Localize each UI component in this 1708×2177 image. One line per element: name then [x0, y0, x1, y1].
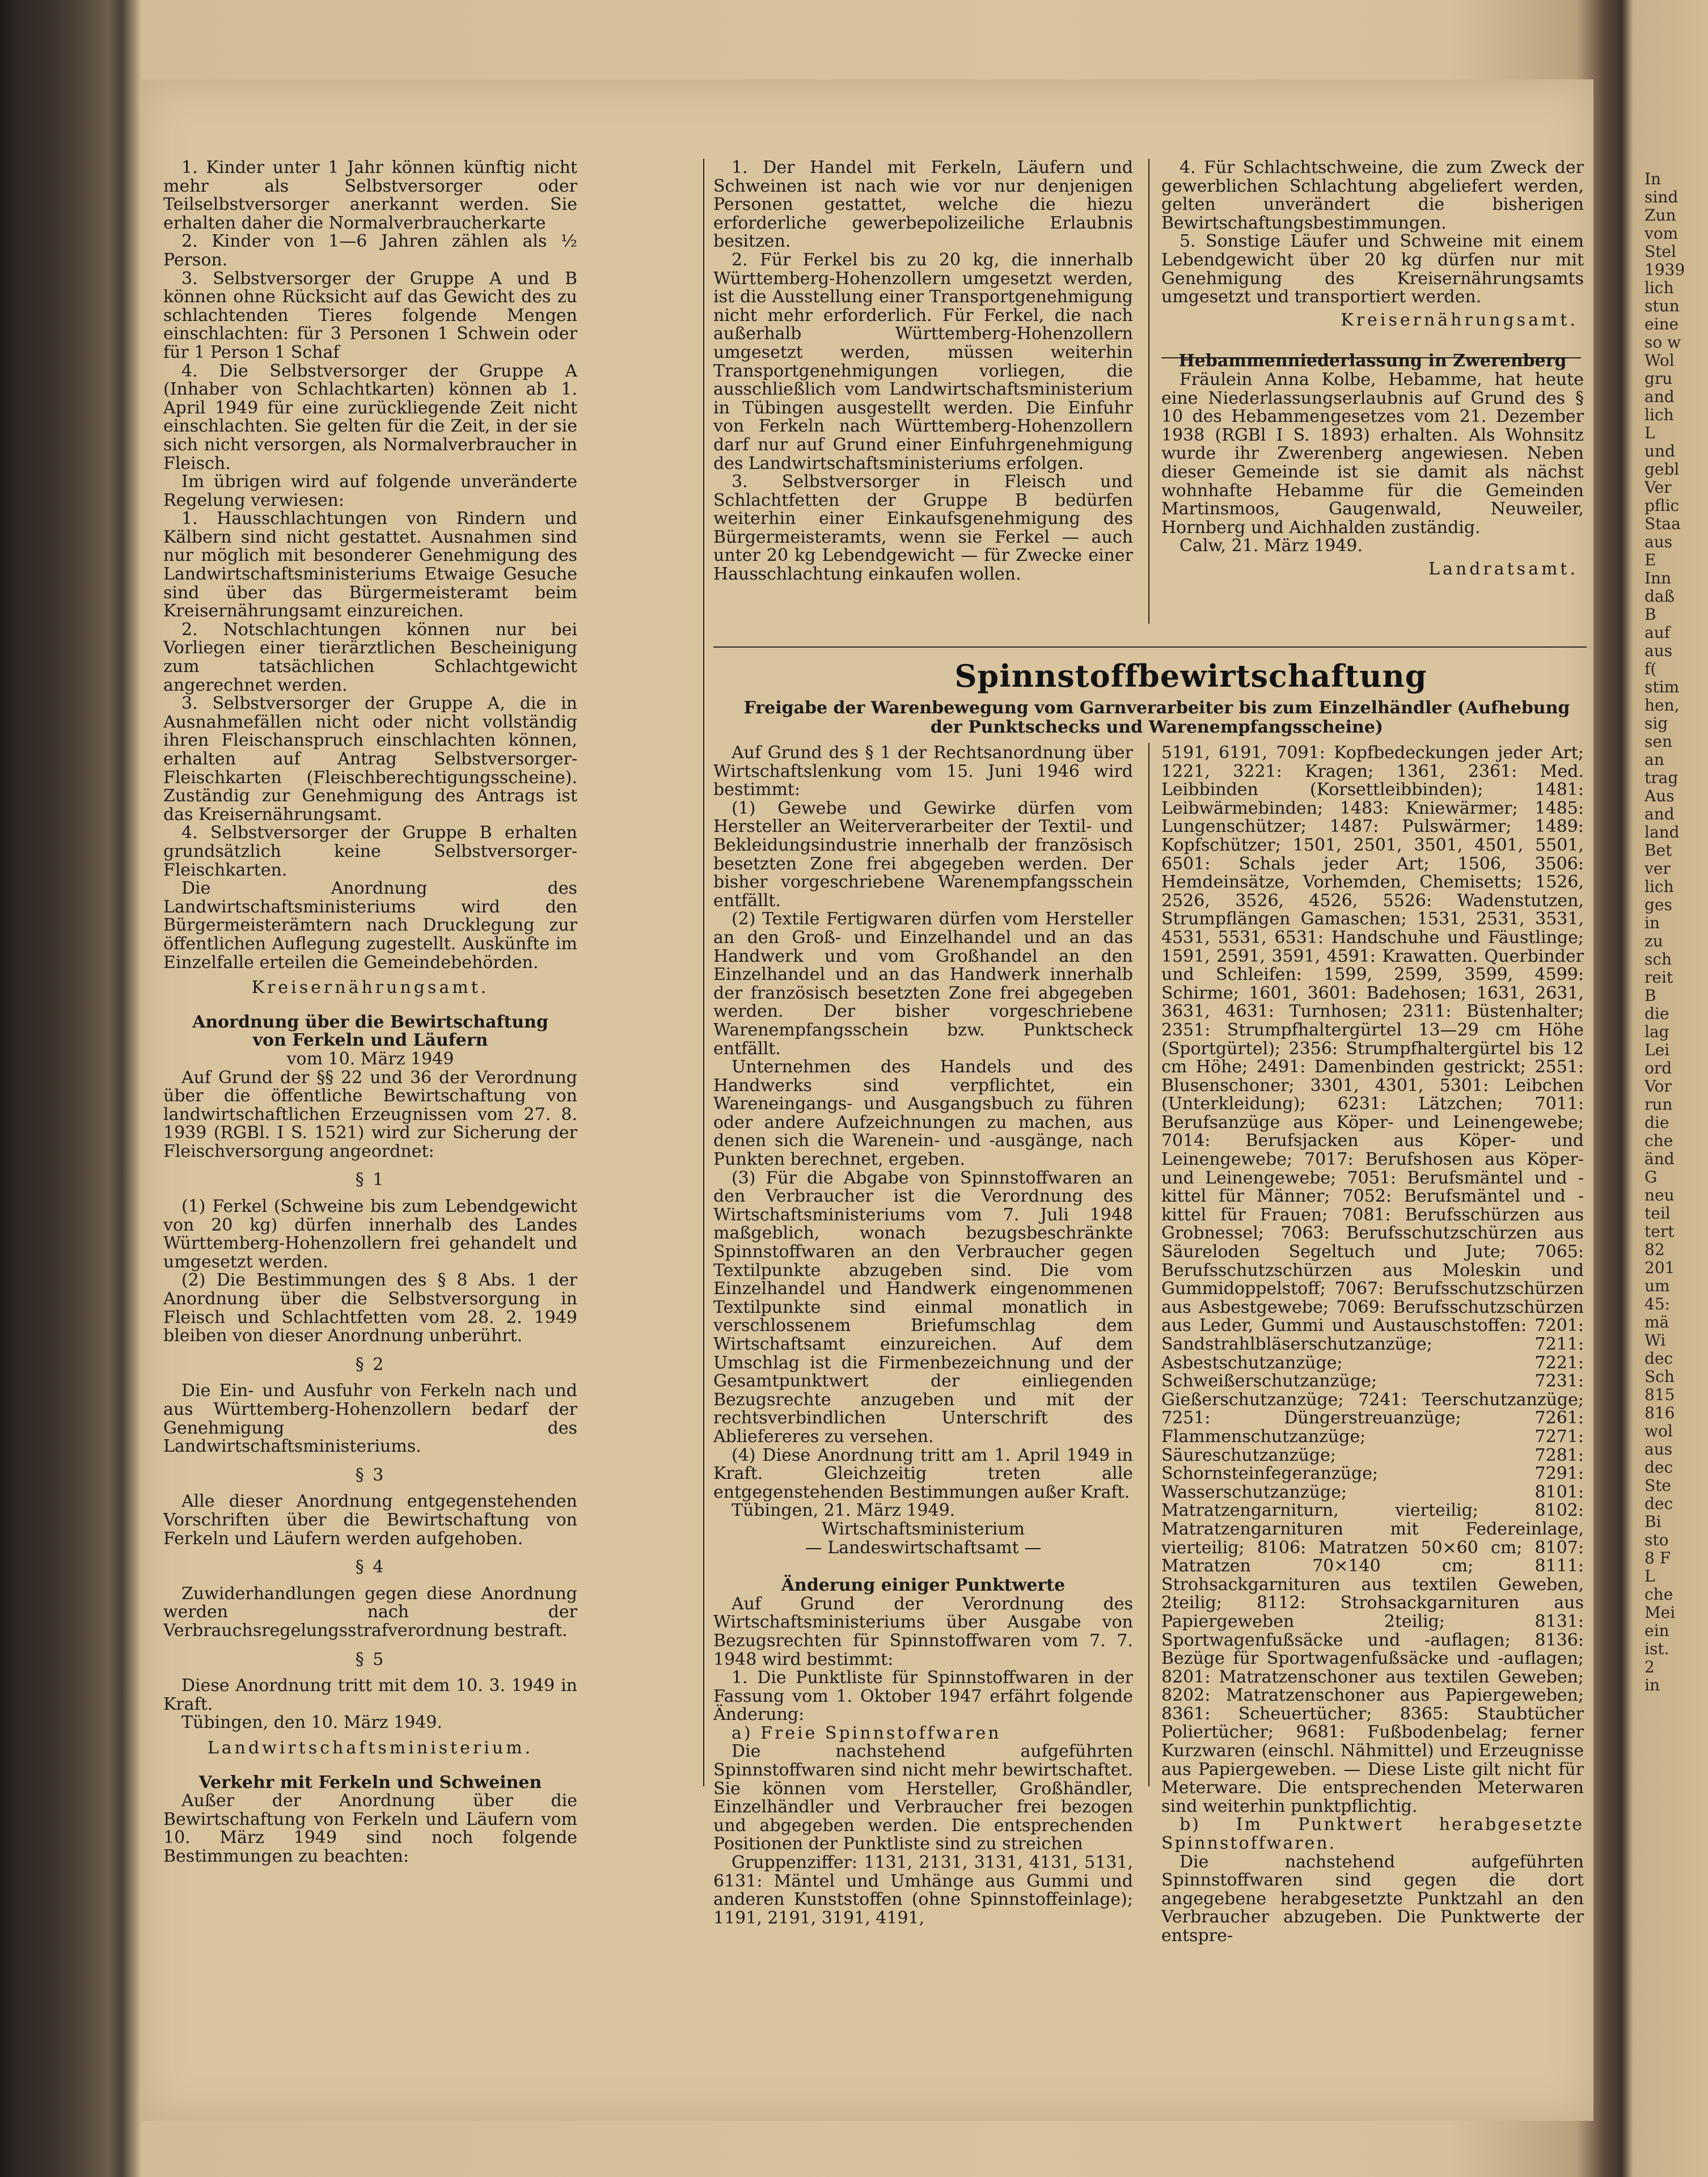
paragraph: 1. Der Handel mit Ferkeln, Läufern und Schweinen ist nach wie vor nur denjenigen Personen gestattet, welche die hiezu erforderliche gewerbepolizeiliche Erlaubnis besitzen. [713, 158, 1133, 252]
adjacent-page-line: and [1644, 387, 1675, 406]
adjacent-page-line: 201 [1644, 1258, 1675, 1277]
adjacent-page-line: E [1644, 551, 1656, 569]
adjacent-page-line: 45: [1644, 1295, 1671, 1313]
adjacent-page-line: 82 [1644, 1240, 1665, 1259]
adjacent-page-line: pflic [1644, 496, 1680, 515]
adjacent-page-line: stun [1644, 297, 1680, 315]
paragraph: Auf Grund der §§ 22 und 36 der Verordnung über die öffentliche Bewirtschaftung von landwirtschaftlichen Erzeugnissen vom 27. 8. 1939 (RGBl. I S. 1521) wird zur Sicherung der Fleischversorgung angeordnet: [163, 1067, 577, 1161]
column-1 [163, 159, 577, 1866]
adjacent-page-line: 8 F [1644, 1549, 1671, 1567]
paragraph: 1. Kinder unter 1 Jahr können künftig nicht mehr als Selbstversorger oder Teilselbstversorger anerkannt werden. Sie erhalten daher die Normalverbraucherkarte [163, 158, 577, 233]
adjacent-page-line: f( [1644, 660, 1657, 678]
adjacent-page-line: Wi [1644, 1331, 1666, 1350]
column-rule [1148, 743, 1149, 1786]
signature-authority: Kreisernährungsamt. [1341, 310, 1578, 330]
adjacent-page-line: land [1644, 823, 1680, 842]
signature-authority: Landwirtschaftsministerium. [207, 1738, 534, 1758]
paragraph: (1) Ferkel (Schweine bis zum Lebendgewicht von 20 kg) dürfen innerhalb des Landes Württemberg-Hohenzollern frei gehandelt und umgesetzt werden. [163, 1197, 577, 1272]
adjacent-page-line: Staa [1644, 514, 1681, 533]
paragraph: Auf Grund des § 1 der Rechtsanordnung über Wirtschaftslenkung vom 15. Juni 1946 wird bestimmt: [713, 743, 1133, 800]
paragraph: (1) Gewebe und Gewirke dürfen vom Hersteller an Weiterverarbeiter der Textil- und Bekleidungsindustrie innerhalb der französisch besetzten Zone frei abgegeben werden. Der bisher vorgeschriebene Warenempfangsschein entfällt. [713, 798, 1133, 911]
paragraph: 4. Selbstversorger der Gruppe B erhalten grundsätzlich keine Selbstversorger-Fleischkarten. [163, 823, 577, 880]
adjacent-page-line: aus [1644, 1440, 1673, 1459]
paragraph: Im übrigen wird auf folgende unveränderte Regelung verwiesen: [163, 472, 577, 510]
paragraph: Unternehmen des Handels und des Handwerks sind verpflichtet, ein Wareneingangs- und Ausgangsbuch zu führen oder andere Aufzeichnungen zu machen, aus denen sich die Warenein- und -ausgänge, nach Punkten berechnet, ergeben. [713, 1057, 1133, 1170]
paragraph-sign: § 5 [355, 1649, 386, 1669]
adjacent-page-line: Sch [1644, 1367, 1675, 1386]
adjacent-page-line: trag [1644, 768, 1679, 787]
article-title: Spinnstoffbewirtschaftung [954, 658, 1427, 694]
adjacent-page-line: run [1644, 1095, 1673, 1114]
adjacent-page-line: lich [1644, 877, 1674, 896]
paragraph: 3. Selbstversorger der Gruppe A und B können ohne Rücksicht auf das Gewicht des zu schlachtenden Tieres folgende Mengen einschlachten: für 3 Personen 1 Schwein oder für 1 Person 1 Schaf [163, 268, 577, 362]
adjacent-page-line: die [1644, 1004, 1669, 1023]
spinn-column-left [713, 744, 1133, 1927]
adjacent-page-line: so w [1644, 333, 1681, 352]
paragraph: Tübingen, den 10. März 1949. [181, 1713, 443, 1733]
adjacent-page-line: 2 [1644, 1658, 1655, 1676]
column-3 [1161, 159, 1584, 590]
adjacent-page-line: in [1644, 1676, 1660, 1694]
adjacent-page-line: ist. [1644, 1639, 1669, 1658]
adjacent-page-line: Wol [1644, 351, 1675, 370]
paragraph: 1. Hausschlachtungen von Rindern und Kälbern sind nicht gestattet. Ausnahmen sind nur möglich mit besonderer Genehmigung des Landwirtschaftsministeriums Etwaige Gesuche sind über das Bürgermeisteramt beim Kreisernährungsamt einzureichen. [163, 509, 577, 622]
adjacent-page-line: lich [1644, 405, 1674, 424]
paragraph: b) Im Punktwert herabgesetzte Spinnstoffwaren. [1161, 1815, 1584, 1854]
paragraph: 4. Für Schlachtschweine, die zum Zweck der gewerblichen Schlachtung abgeliefert werden, gelten unverändert die bisherigen Bewirtschaftungsbestimmungen. [1161, 158, 1584, 233]
paragraph: Gruppenziffer: 1131, 2131, 3131, 4131, 5131, 6131: Mäntel und Umhänge aus Gummi und anderen Kunststoffen (ohne Spinnstoffeinlage); 1191, 2191, 3191, 4191, [713, 1853, 1133, 1928]
paragraph: Die Anordnung des Landwirtschaftsministeriums wird den Bürgermeisterämtern nach Drucklegung zur öffentlichen Auflegung zugestellt. Auskünfte im Einzelfalle erteilen die Gemeindebehörden. [163, 878, 577, 973]
adjacent-page-line: Bet [1644, 841, 1672, 860]
adjacent-page-line: B [1644, 605, 1656, 624]
paragraph: 4. Die Selbstversorger der Gruppe A (Inhaber von Schlachtkarten) können ab 1. April 1949 für eine zurückliegende Zeit nicht einschlachten. Sie gelten für die Zeit, in der sie sich nicht versorgen, als Normalverbraucher in Fleisch. [163, 361, 577, 474]
adjacent-page-line: reit [1644, 968, 1673, 987]
adjacent-page-line: dec [1644, 1494, 1673, 1513]
adjacent-page-line: hen, [1644, 696, 1680, 715]
adjacent-page-line: gebl [1644, 460, 1680, 479]
paragraph: 3. Selbstversorger in Fleisch und Schlachtfetten der Gruppe B bedürfen weiterhin einer Einkaufsgenehmigung des Bürgermeisteramts, wenn sie Ferkel — auch unter 20 kg Lebendgewicht — für Zwecke einer Hausschlachtung einkaufen wollen. [713, 472, 1133, 585]
adjacent-page-line: Lei [1644, 1041, 1670, 1059]
paragraph: (3) Für die Abgabe von Spinnstoffwaren an den Verbraucher ist die Verordnung des Wirtschaftsministeriums vom 7. Juli 1948 maßgeblich, wonach bezugsbeschränkte Spinnstoffwaren an den Verbraucher gegen Textilpunkte abzugeben sind. Die vom Einzelhandel und Handwerk eingenommenen Textilpunkte sind einmal monatlich in verschlossenem Briefumschlag dem Wirtschaftsamt einzureichen. Auf dem Umschlag ist die Firmenbezeichnung und der Gesamtpunktwert der einliegenden Bezugsrechte anzugeben und mit der rechtsverbindlichen Unterschrift des Abliefereres zu versehen. [713, 1168, 1133, 1447]
adjacent-page-line: lich [1644, 278, 1674, 297]
adjacent-page-line: che [1644, 1131, 1673, 1150]
adjacent-page-line: L [1644, 424, 1655, 442]
section-heading: Verkehr mit Ferkeln und Schweinen [198, 1772, 542, 1793]
adjacent-page-line: In [1644, 170, 1662, 188]
signature-authority: — Landeswirtschaftsamt — [805, 1537, 1042, 1558]
adjacent-page-line: daß [1644, 587, 1675, 606]
paragraph: (2) Die Bestimmungen des § 8 Abs. 1 der Anordnung über die Selbstversorgung in Fleisch und Schlachtfetten vom 28. 2. 1949 bleiben von dieser Anordnung unberührt. [163, 1270, 577, 1346]
adjacent-page-fragment [1644, 170, 1708, 1694]
adjacent-page-line: und [1644, 442, 1675, 460]
paragraph: (4) Diese Anordnung tritt am 1. April 1949 in Kraft. Gleichzeitig treten alle entgegenstehenden Bestimmungen außer Kraft. [713, 1445, 1133, 1502]
paragraph: Auf Grund der Verordnung des Wirtschaftsministeriums über Ausgabe von Bezugsrechten für Spinnstoffwaren vom 7. 7. 1948 wird bestimmt: [713, 1593, 1133, 1669]
paragraph-sign: § 2 [355, 1354, 386, 1375]
adjacent-page-line: G [1644, 1168, 1658, 1186]
adjacent-page-line: sig [1644, 714, 1668, 733]
adjacent-page-line: Bi [1644, 1512, 1662, 1531]
adjacent-page-line: um [1644, 1276, 1670, 1295]
article-subtitle: Freigabe der Warenbewegung vom Garnverarbeiter bis zum Einzelhändler (Aufhebung der Punktschecks und Warenempfangsscheine) [743, 698, 1570, 737]
section-heading: Hebammenniederlassung in Zwerenberg [1178, 351, 1567, 371]
adjacent-page-line: aus [1644, 641, 1673, 660]
adjacent-page-line: 1939 [1644, 260, 1685, 279]
adjacent-page-line: lag [1644, 1022, 1669, 1041]
adjacent-page-line: Stel [1644, 242, 1676, 261]
adjacent-page-line: in [1644, 914, 1660, 932]
column-2 [713, 159, 1133, 584]
adjacent-page-line: änd [1644, 1149, 1675, 1168]
adjacent-page-line: ein [1644, 1621, 1669, 1640]
adjacent-page-line: mä [1644, 1313, 1669, 1331]
adjacent-page-line: auf [1644, 623, 1671, 642]
adjacent-page-line: stim [1644, 678, 1680, 696]
paragraph: 2. Kinder von 1—6 Jahren zählen als ½ Person. [163, 231, 577, 270]
adjacent-page-line: wol [1644, 1422, 1673, 1440]
section-heading: Änderung einiger Punktwerte [781, 1575, 1066, 1596]
horizontal-rule [713, 646, 1587, 648]
adjacent-page-line: ver [1644, 859, 1671, 878]
adjacent-page-line: vom [1644, 224, 1679, 243]
adjacent-page-line: B [1644, 986, 1656, 1005]
section-heading: Anordnung über die Bewirtschaftung [192, 1012, 548, 1032]
paragraph: a) Freie Spinnstoffwaren [732, 1723, 1001, 1743]
paragraph: 5. Sonstige Läufer und Schweine mit einem Lebendgewicht über 20 kg dürfen nur mit Genehmigung des Kreisernährungsamts umgesetzt und transportiert werden. [1161, 231, 1584, 307]
signature-authority: Kreisernährungsamt. [251, 978, 489, 998]
adjacent-page-line: sen [1644, 732, 1672, 751]
adjacent-page-line: Zun [1644, 206, 1676, 225]
section-heading: von Ferkeln und Läufern [252, 1030, 488, 1051]
paragraph: Alle dieser Anordnung entgegenstehenden Vorschriften über die Bewirtschaftung von Ferkeln und Läufern werden aufgehoben. [163, 1491, 577, 1549]
adjacent-page-line: Ste [1644, 1476, 1672, 1495]
paragraph: 3. Selbstversorger der Gruppe A, die in Ausnahmefällen nicht oder nicht vollständig ihren Fleischanspruch einschlachten können, erhalten auf Antrag Selbstversorger-Fleischkarten (Fleischberechtigungsscheine). Zuständig zur Genehmigung des Antrags ist das Kreisernährungsamt. [163, 694, 577, 825]
adjacent-page-line: Aus [1644, 787, 1675, 805]
paragraph: Die nachstehend aufgeführten Spinnstoffwaren sind gegen die dort angegebene herabgesetzte Punktzahl an den Verbraucher abzugeben. Die Punktwerte der entspre- [1161, 1851, 1584, 1946]
paragraph: Calw, 21. März 1949. [1179, 536, 1363, 556]
adjacent-page-line: sind [1644, 188, 1679, 206]
adjacent-page-line: Mei [1644, 1603, 1676, 1622]
adjacent-page-line: Inn [1644, 569, 1672, 587]
adjacent-page-line: neu [1644, 1186, 1675, 1204]
adjacent-page-line: sch [1644, 950, 1672, 969]
paragraph: Die Ein- und Ausfuhr von Ferkeln nach und aus Württemberg-Hohenzollern bedarf der Genehmigung des Landwirtschaftsministeriums. [163, 1381, 577, 1457]
paragraph: Zuwiderhandlungen gegen diese Anordnung werden nach der Verbrauchsregelungsstrafverordnung bestraft. [163, 1583, 577, 1641]
adjacent-page-line: 816 [1644, 1404, 1675, 1422]
paragraph-sign: § 1 [355, 1170, 386, 1190]
adjacent-page-line: an [1644, 750, 1664, 769]
paragraph: 2. Notschlachtungen können nur bei Vorliegen einer tierärztlichen Bescheinigung zum tatsächlichen Schlachtgewicht angerechnet werden. [163, 619, 577, 695]
adjacent-page-line: sto [1644, 1531, 1669, 1549]
adjacent-page-line: ges [1644, 895, 1672, 914]
section-date: vom 10. März 1949 [286, 1049, 454, 1069]
paragraph: 2. Für Ferkel bis zu 20 kg, die innerhalb Württemberg-Hohenzollern umgesetzt werden, ist die Ausstellung einer Transportgenehmigung nicht mehr erforderlich. Für Ferkel, die nach außerhalb Württemberg-Hohenzollern umgesetzt werden, müssen weiterhin Transportgenehmigungen vorliegen, die ausschließlich vom Landwirtschaftsministerium in Tübingen ausgestellt werden. Die Einfuhr von Ferkeln nach Württemberg-Hohenzollern darf nur auf Grund einer Einfuhrgenehmigung des Landwirtschaftsministeriums erfolgen. [713, 250, 1133, 474]
paragraph: (2) Textile Fertigwaren dürfen vom Hersteller an den Groß- und Einzelhandel und an das Handwerk und vom Großhandel an den Einzelhandel und an das Handwerk innerhalb der französisch besetzten Zone frei abgegeben werden. Der bisher vorgeschriebene Warenempfangsschein bzw. Punktscheck entfällt. [713, 909, 1133, 1059]
adjacent-page-line: dec [1644, 1349, 1673, 1368]
paragraph: 1. Die Punktliste für Spinnstoffwaren in der Fassung vom 1. Oktober 1947 erfährt folgende Änderung: [713, 1668, 1133, 1725]
adjacent-page-line: gru [1644, 369, 1673, 388]
column-rule [703, 159, 704, 1786]
column-rule [1148, 159, 1149, 624]
paragraph: Fräulein Anna Kolbe, Hebamme, hat heute eine Niederlassungserlaubnis auf Grund des § 10 des Hebammengesetzes vom 21. Dezember 1938 (RGBl I S. 1893) erhalten. Als Wohnsitz wurde ihr Zwerenberg angewiesen. Neben dieser Gemeinde ist sie damit als nächst wohnhafte Hebamme für die Gemeinden Martinsmoos, Gaugenwald, Neuweiler, Hornberg und Aichhalden zuständig. [1161, 369, 1584, 538]
adjacent-page-line: 815 [1644, 1385, 1675, 1404]
adjacent-page-line: zu [1644, 932, 1663, 950]
adjacent-page-line: aus [1644, 532, 1673, 551]
adjacent-page-line: L [1644, 1567, 1655, 1586]
paragraph: Tübingen, 21. März 1949. [732, 1500, 956, 1521]
adjacent-page-line: tert [1644, 1222, 1675, 1241]
adjacent-page-line: che [1644, 1585, 1673, 1604]
signature-authority: Landratsamt. [1428, 559, 1578, 579]
paragraph: 5191, 6191, 7091: Kopfbedeckungen jeder Art; 1221, 3221: Kragen; 1361, 2361: Med. Leibbinden (Korsettleibbinden); 1481: Leibwärmebinden; 1483: Kniewärmer; 1485: Lungenschützer; 1487: Pulswärmer; 1489: Kopfschützer; 1501, 2501, 3501, 4501, 5501, 6501: Schals jeder Art; 1506, 3506: Hemdeinsätze, Vorhemden, Chemisetts; 1526, 2526, 3526, 4526, 5526: Wadenstutzen, Strumpflängen Gamaschen; 1531, 2531, 3531, 4531, 5531, 6531: Handschuhe und Fäustlinge; 1591, 2591, 3591, 4591: Krawatten. Querbinder und Schleifen: 1599, 2599, 3599, 4599: Schirme; 1601, 3601: Badehosen; 1631, 2631, 3631, 4631: Turnhosen; 2311: Büstenhalter; 2351: Strumpfhaltergürtel 13—29 cm Höhe (Sportgürtel); 2356: Strumpfhaltergürtel bis 12 cm Höhe; 2491: Damenbinden gestrickt; 2551: Blusenschoner; 3301, 4301, 5301: Leibchen (Unterkleidung); 6231: Lätzchen; 7011: Berufsanzüge aus Köper- und Leinengewebe; 7014: Berufsjacken aus Köper- und Leinengewebe; 7017: Berufshosen aus Köper- und Leinengewebe; 7051: Berufsmäntel und -kittel für Männer; 7052: Berufsmäntel und -kittel für Frauen; 7081: Berufsschürzen aus Grobnessel; 7063: Berufsschutzschürzen aus Säureloden Segeltuch und Jute; 7065: Berufsschutzschürzen aus Moleskin und Gummidoppelstoff; 7067: Berufsschutzschürzen aus Asbestgewebe; 7069: Berufsschutzschürzen aus Leder, Gummi und Austauschstoffen: 7201: Sandstrahlbläserschutzanzüge; 7211: Asbestschutzanzüge; 7221: Schweißerschutzanzüge; 7231: Gießerschutzanzüge; 7241: Teerschutzanzüge; 7251: Düngerstreuanzüge; 7261: Flammenschutzanzüge; 7271: Säureschutzanzüge; 7281: Schornsteinfegeranzüge; 7291: Wasserschutzanzüge; 8101: Matratzengarniturn, vierteilig; 8102: Matratzengarnituren mit Federeinlage, vierteilig; 8106: Matratzen 50×60 cm; 8107: Matratzen 70×140 cm; 8111: Strohsackgarnituren aus textilen Geweben, 2teilig; 8112: Strohsackgarnituren aus Papiergeweben 2teilig; 8131: Sportwagenfußsäcke und -auflagen; 8136: Bezüge für Sportwagenfußsäcke und -auflagen; 8201: Matratzenschoner aus textilen Geweben; 8202: Matratzenschoner aus Papiergeweben; 8361: Scheuertücher; 8365: Staubtücher Poliertücher; 9681: Fußbodenbelag; ferner Kurzwaren (einschl. Nähmittel) und Erzeugnisse aus Papiergeweben. — Diese Liste gilt nicht für Meterware. Die entsprechenden Meterwaren sind weiterhin punktpflichtig. [1161, 743, 1584, 1816]
signature-authority: Wirtschaftsministerium [821, 1519, 1025, 1539]
adjacent-page-line: teil [1644, 1204, 1671, 1223]
spinn-column-right [1161, 744, 1584, 1946]
adjacent-page-line: eine [1644, 315, 1679, 333]
paragraph: Außer der Anordnung über die Bewirtschaftung von Ferkeln und Läufern vom 10. März 1949 sind noch folgende Bestimmungen zu beachten: [163, 1791, 577, 1866]
adjacent-page-line: die [1644, 1113, 1669, 1132]
paragraph: Diese Anordnung tritt mit dem 10. 3. 1949 in Kraft. [163, 1676, 577, 1714]
adjacent-page-line: and [1644, 805, 1675, 823]
paragraph: Die nachstehend aufgeführten Spinnstoffwaren sind nicht mehr bewirtschaftet. Sie können vom Hersteller, Großhändler, Einzelhändler und Verbraucher frei bezogen und abgegeben werden. Die entsprechenden Positionen der Punktliste sind zu streichen [713, 1741, 1133, 1854]
paragraph-sign: § 3 [355, 1465, 386, 1485]
adjacent-page-line: dec [1644, 1458, 1673, 1477]
adjacent-page-line: Ver [1644, 478, 1672, 497]
adjacent-page-line: ord [1644, 1059, 1672, 1077]
paragraph-sign: § 4 [355, 1557, 386, 1578]
adjacent-page-line: Vor [1644, 1077, 1672, 1096]
